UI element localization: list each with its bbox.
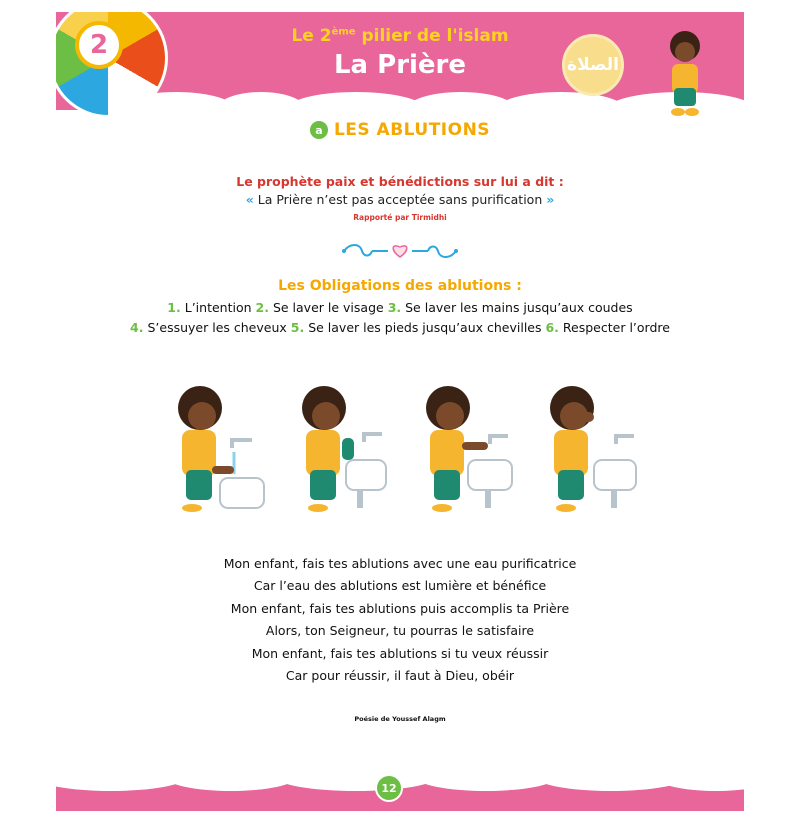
boy-wiping-hair-illustration — [532, 378, 642, 518]
pillar-number: 2 — [75, 21, 123, 69]
book-page — [56, 12, 744, 811]
hadith-intro: Le prophète paix et bénédictions sur lui a dit : — [236, 174, 564, 189]
obligations-title: Les Obligations des ablutions : — [278, 278, 522, 294]
boy-washing-arms-illustration — [408, 378, 518, 518]
page-number: 12 — [375, 774, 403, 802]
obligations-line-2: 4. S’essuyer les cheveux 5. Se laver les pieds jusqu’aux chevilles 6. Respecter l’ordre — [130, 320, 670, 335]
page-title: La Prière — [333, 50, 467, 80]
hadith-source: Rapporté par Tirmidhi — [353, 213, 447, 222]
poem-line: Car pour réussir, il faut à Dieu, obéir — [285, 667, 515, 683]
boy-washing-hands-illustration — [160, 378, 270, 518]
footer-cloud — [416, 763, 556, 791]
poem-line: Mon enfant, fais tes ablutions si tu veux réussir — [251, 645, 549, 661]
footer-cloud — [276, 763, 436, 791]
section-letter-badge: a — [310, 121, 328, 139]
hadith-quote — [56, 192, 744, 207]
poem — [56, 553, 744, 687]
open-quote-mark: « — [245, 192, 254, 207]
section-title: LES ABLUTIONS — [333, 120, 491, 140]
section-heading — [56, 120, 744, 140]
pillar-subtitle: Le 2ème pilier de l'islam — [291, 26, 509, 46]
boy-illustration — [660, 28, 710, 118]
poem-line: Car l’eau des ablutions est lumière et bénéfice — [253, 578, 547, 594]
ablution-illustrations — [160, 378, 620, 518]
poem-line: Mon enfant, fais tes ablutions puis accomplis ta Prière — [230, 600, 570, 616]
poem-line: Mon enfant, fais tes ablutions avec une eau purificatrice — [223, 556, 577, 571]
close-quote-mark: » — [546, 192, 555, 207]
arabic-title-badge: الصلاة — [562, 34, 624, 96]
heart-divider-ornament — [340, 240, 460, 262]
hadith-text: La Prière n’est pas acceptée sans purification — [257, 192, 543, 207]
footer-cloud — [656, 763, 744, 791]
boy-washing-face-illustration — [284, 378, 394, 518]
poem-line: Alors, ton Seigneur, tu pourras le satisfaire — [265, 623, 535, 639]
obligations-line-1: 1. L’intention 2. Se laver le visage 3. Se laver les mains jusqu’aux coudes — [167, 300, 633, 315]
poem-credit: Poésie de Youssef Alagm — [354, 715, 446, 723]
